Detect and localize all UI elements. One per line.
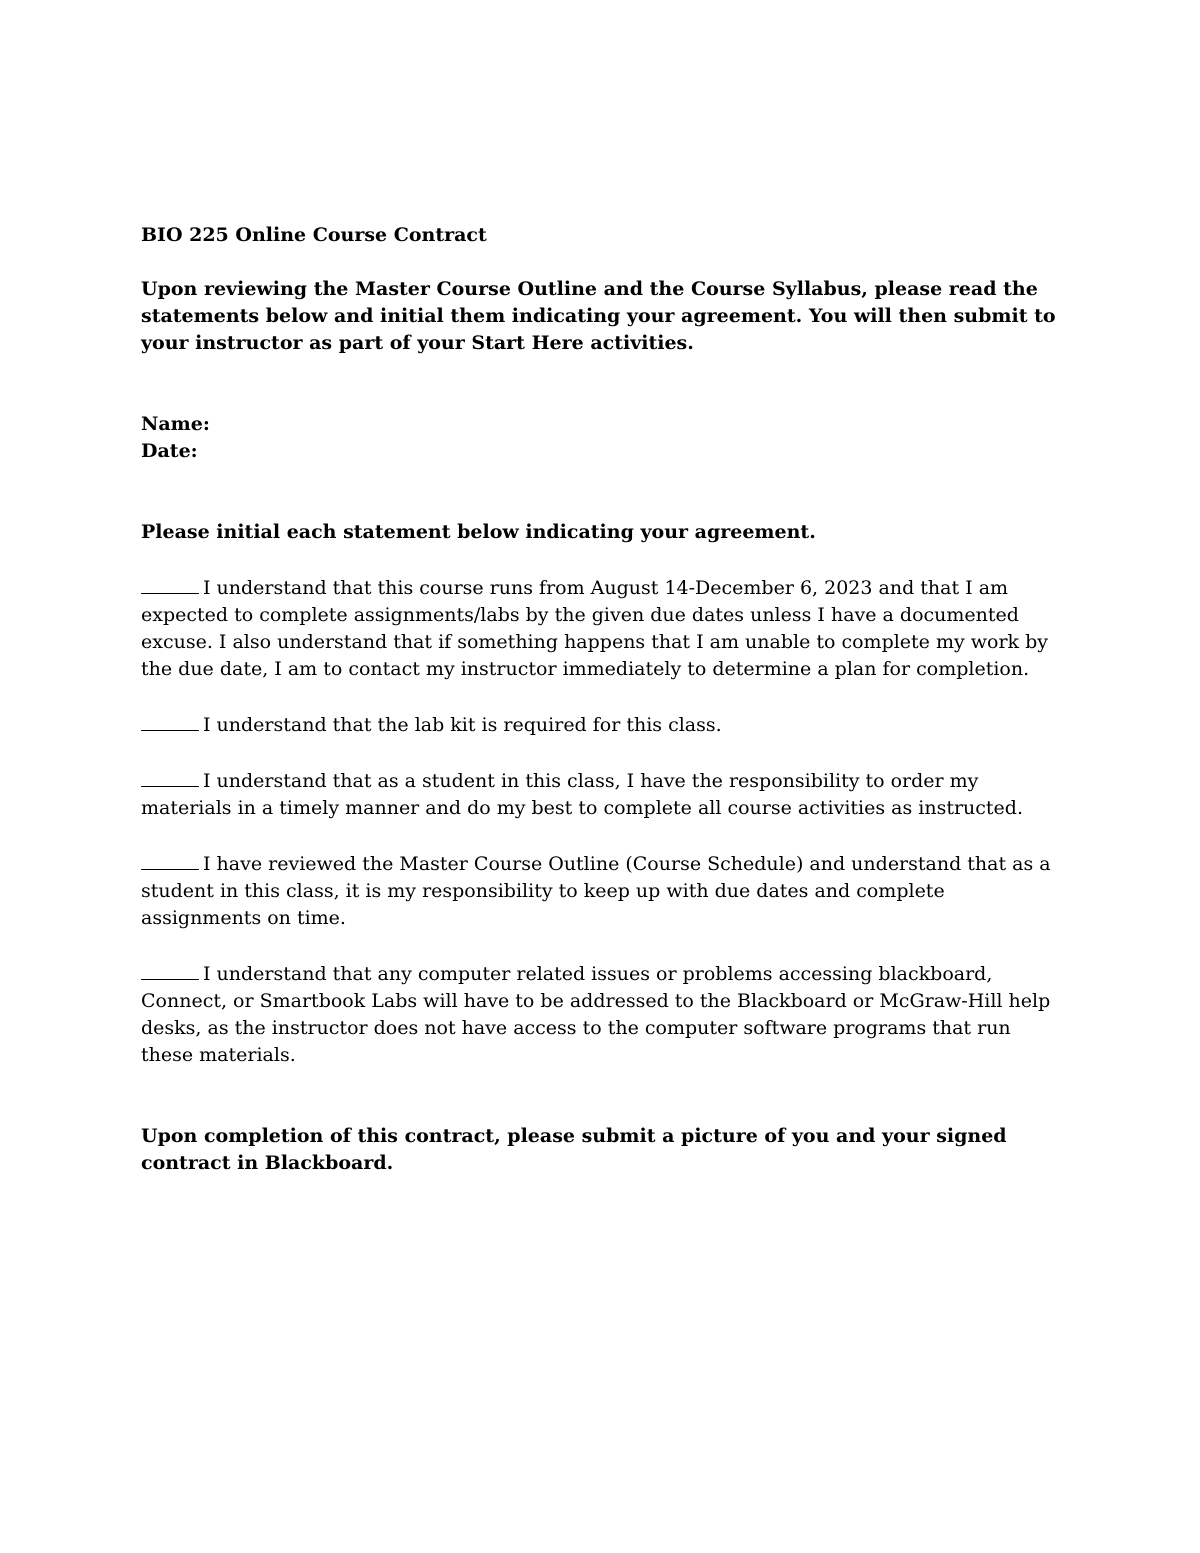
name-field-row — [141, 411, 1061, 438]
statement-text: I understand that any computer related issues or problems accessing blackboard, Connect, or Smartbook Labs will have to be addressed to the Blackboard or McGraw-Hill help desks, as the instructor does not have access to the computer software programs that run these materials. — [141, 963, 1051, 1066]
closing-paragraph: Upon completion of this contract, please submit a picture of you and your signed contract in Blackboard. — [141, 1125, 1007, 1174]
statement-text: I understand that this course runs from August 14-December 6, 2023 and that I am expected to complete assignments/labs by the given due dates unless I have a documented excuse. I also understand that if something happens that I am unable to complete my work by the due date, I am to contact my instructor immediately to determine a plan for completion. — [141, 577, 1048, 680]
statement-item — [141, 710, 1061, 739]
name-label: Name: — [141, 413, 210, 435]
document-body — [141, 222, 1061, 1177]
initial-blank[interactable] — [141, 766, 199, 787]
date-label: Date: — [141, 440, 198, 462]
statement-item — [141, 766, 1061, 822]
intro-paragraph: Upon reviewing the Master Course Outline and the Course Syllabus, please read the statements below and initial them indicating your agreement. You will then submit to your instructor as part of your Start Here activities. — [141, 278, 1056, 354]
statement-item — [141, 573, 1061, 683]
date-field-row — [141, 438, 1061, 465]
statement-text: I understand that as a student in this class, I have the responsibility to order my materials in a timely manner and do my best to complete all course activities as instructed. — [141, 770, 1023, 819]
initial-blank[interactable] — [141, 573, 199, 594]
initial-blank[interactable] — [141, 849, 199, 870]
initial-blank[interactable] — [141, 959, 199, 980]
statement-item — [141, 959, 1061, 1069]
initial-instruction: Please initial each statement below indicating your agreement. — [141, 521, 816, 543]
document-title: BIO 225 Online Course Contract — [141, 224, 487, 246]
statement-item — [141, 849, 1061, 932]
statement-text: I have reviewed the Master Course Outline (Course Schedule) and understand that as a student in this class, it is my responsibility to keep up with due dates and complete assignments on time. — [141, 853, 1051, 929]
signature-fields — [141, 411, 1061, 465]
initial-blank[interactable] — [141, 710, 199, 731]
statement-text: I understand that the lab kit is required for this class. — [203, 714, 722, 736]
